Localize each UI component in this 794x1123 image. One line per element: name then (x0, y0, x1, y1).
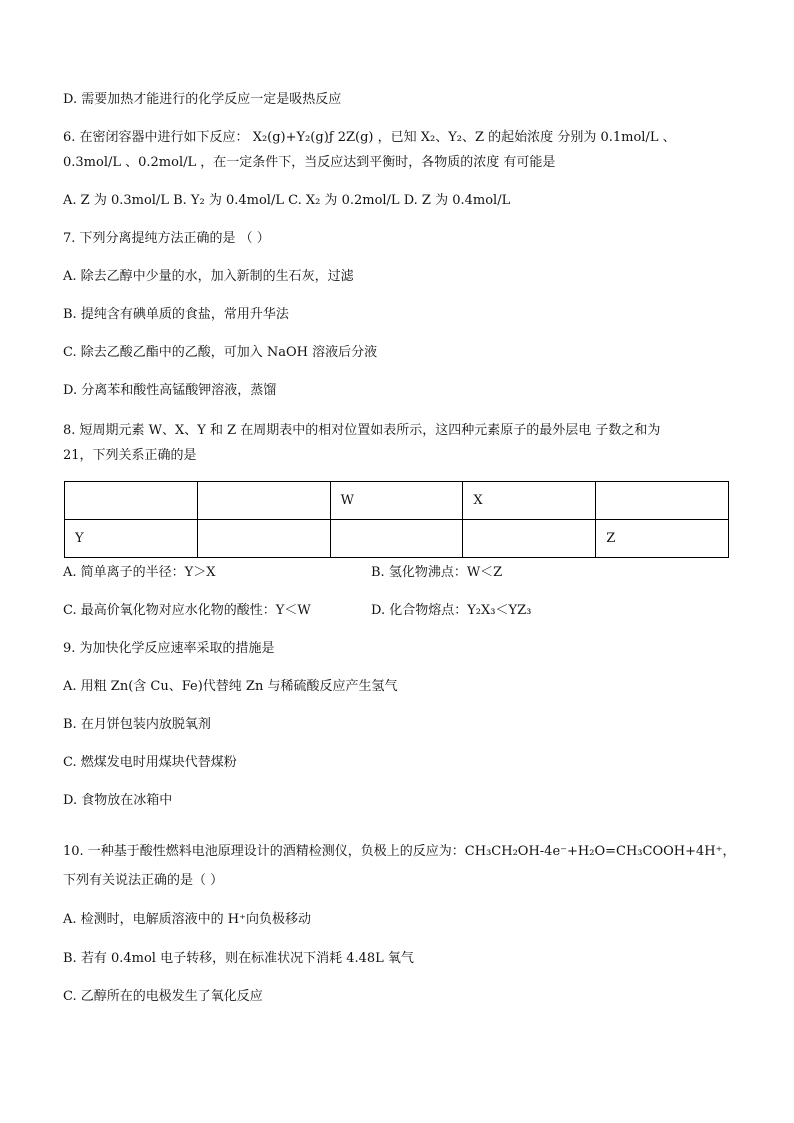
line-q8-cd (63, 602, 733, 620)
q6-prefix: 6. 在密闭容器中进行如下反应： (63, 130, 249, 145)
table-cell: Y (65, 520, 198, 558)
table-cell: X (463, 482, 596, 520)
table-cell (197, 520, 330, 558)
q8-option-b: B. 氢化物沸点：W＜Z (371, 565, 503, 580)
periodic-table-fragment (64, 481, 729, 558)
table-cell (463, 520, 596, 558)
line-q9-c: C. 燃煤发电时用煤块代替煤粉 (63, 755, 237, 770)
line-q10-b: B. 若有 0.4mol 电子转移，则在标准状况下消耗 4.48L 氧气 (63, 951, 414, 966)
line-q8-ab (63, 564, 733, 582)
table-row (65, 482, 729, 520)
line-q10-c: C. 乙醇所在的电极发生了氧化反应 (63, 989, 263, 1004)
line-q9-d: D. 食物放在冰箱中 (63, 793, 173, 808)
line-q9-b: B. 在月饼包装内放脱氧剂 (63, 717, 211, 732)
line-q9: 9. 为加快化学反应速率采取的措施是 (63, 641, 275, 656)
q8-option-d: D. 化合物熔点：Y₂X₃＜YZ₃ (371, 603, 532, 618)
table-cell (596, 482, 729, 520)
table-cell (197, 482, 330, 520)
line-q10-1: 10. 一种基于酸性燃料电池原理设计的酒精检测仪，负极上的反应为：CH₃CH₂OH-4e⁻+H₂O=CH₃COOH+4H⁺， (63, 844, 736, 859)
line-q7-d: D. 分离苯和酸性高锰酸钾溶液，蒸馏 (63, 383, 277, 398)
line-q10-a: A. 检测时，电解质溶液中的 H⁺向负极移动 (63, 912, 311, 927)
line-q9-a: A. 用粗 Zn(含 Cu、Fe)代替纯 Zn 与稀硫酸反应产生氢气 (63, 679, 398, 694)
table-cell (65, 482, 198, 520)
table-row (65, 520, 729, 558)
line-q6-intro (63, 129, 676, 147)
line-q5-d: D. 需要加热才能进行的化学反应一定是吸热反应 (63, 92, 342, 107)
line-q6-conditions: 0.3mol/L 、0.2mol/L ，在一定条件下，当反应达到平衡时，各物质的浓度 有可能是 (63, 155, 556, 170)
q8-option-a: A. 简单离子的半径：Y＞X (63, 565, 216, 580)
line-q7-c: C. 除去乙酸乙酯中的乙酸，可加入 NaOH 溶液后分液 (63, 345, 378, 360)
line-q8-1: 8. 短周期元素 W、X、Y 和 Z 在周期表中的相对位置如表所示，这四种元素原子的最外层电 子数之和为 (63, 423, 661, 438)
line-q8-2: 21，下列关系正确的是 (63, 448, 197, 463)
line-q6-options: A. Z 为 0.3mol/L B. Y₂ 为 0.4mol/L C. X₂ 为 0.2mol/L D. Z 为 0.4mol/L (63, 193, 511, 208)
table-cell: Z (596, 520, 729, 558)
line-q7: 7. 下列分离提纯方法正确的是 （ ） (63, 231, 270, 246)
line-q10-2: 下列有关说法正确的是（ ） (63, 873, 224, 888)
table-cell (330, 520, 463, 558)
table-cell: W (330, 482, 463, 520)
q6-reaction: X₂(g)+Y₂(g)ƒ 2Z(g) (252, 130, 374, 145)
line-q7-a: A. 除去乙醇中少量的水，加入新制的生石灰，过滤 (63, 269, 354, 284)
line-q7-b: B. 提纯含有碘单质的食盐，常用升华法 (63, 307, 289, 322)
q6-continuation: ，已知 X₂、Y₂、Z 的起始浓度 分别为 0.1mol/L 、 (377, 130, 676, 145)
q8-option-c: C. 最高价氧化物对应水化物的酸性：Y＜W (63, 603, 311, 618)
